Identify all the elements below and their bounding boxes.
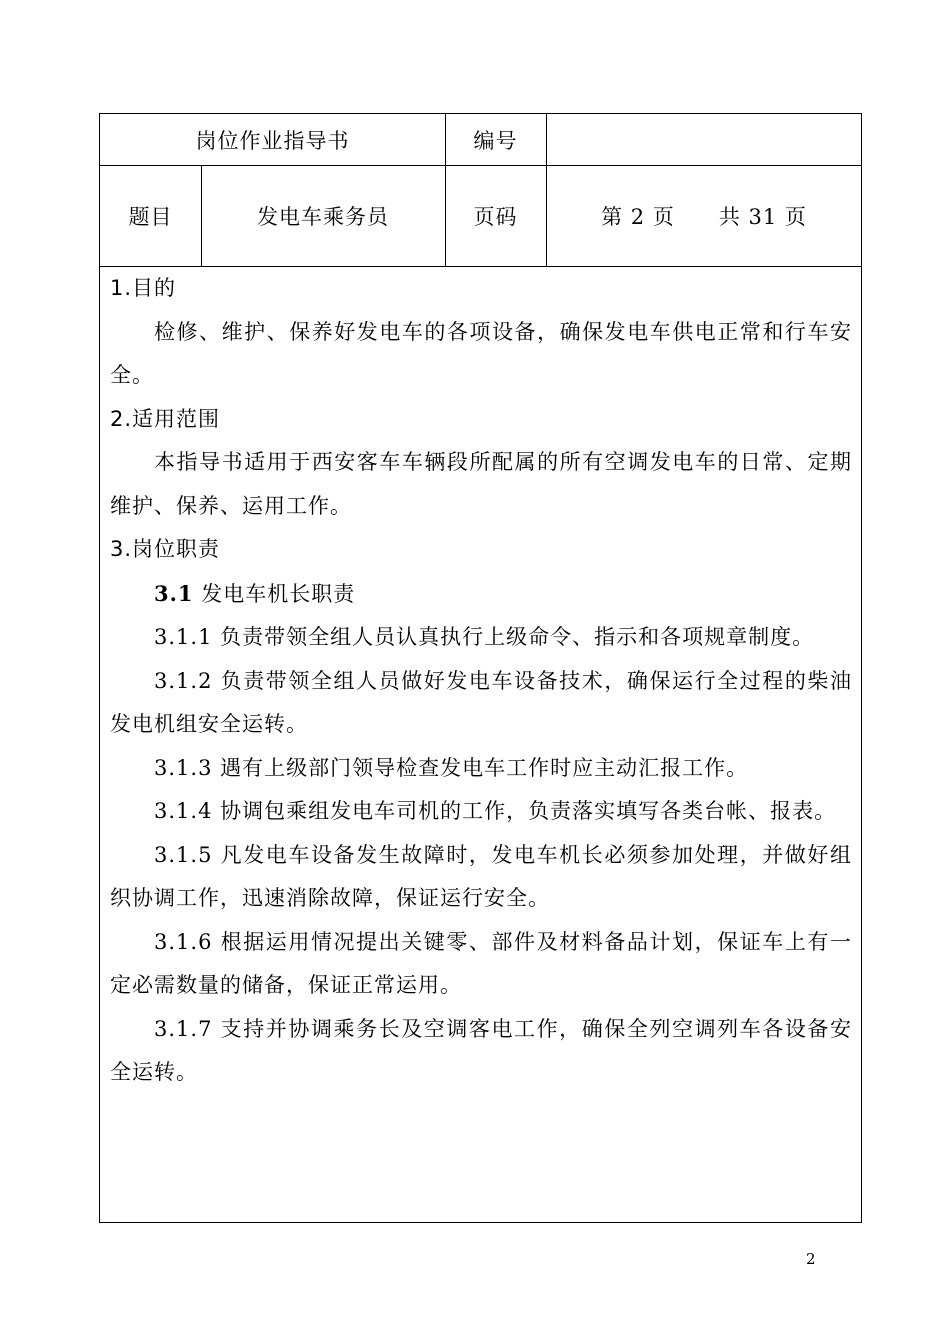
section-2-title: 2.适用范围 [110,406,221,431]
document-frame [99,113,862,1223]
page-value: 第 2 页 [601,204,675,229]
subsection-3-1-number: 3.1 [154,580,194,606]
topic-label: 题目 [128,204,173,229]
list-item: 3.1.3 遇有上级部门领导检查发电车工作时应主动汇报工作。 [154,755,749,780]
number-label: 编号 [473,128,518,153]
section-3-title: 3.岗位职责 [110,537,221,561]
list-item: 3.1.2 负责带领全组人员做好发电车设备技术，确保运行全过程的柴油发电机组安全运转。 [110,668,852,736]
subsection-3-1-heading [110,572,852,617]
section-1-text: 检修、维护、保养好发电车的各项设备，确保发电车供电正常和行车安全。 [110,319,852,387]
total-pages: 共 31 页 [718,204,807,229]
section-2-text: 本指导书适用于西安客车车辆段所配属的所有空调发电车的日常、定期维护、保养、运用工作。 [110,450,852,518]
section-1-title: 1.目的 [110,276,177,300]
list-item: 3.1.4 协调包乘组发电车司机的工作，负责落实填写各类台帐、报表。 [154,799,837,823]
page-label: 页码 [473,204,518,229]
list-item: 3.1.1 负责带领全组人员认真执行上级命令、指示和各项规章制度。 [154,625,815,649]
page-info [546,165,862,266]
topic-value: 发电车乘务员 [257,204,389,229]
document-body [110,267,852,1095]
list-item: 3.1.7 支持并协调乘务长及空调客电工作，确保全列空调列车各设备安全运转。 [110,1016,852,1084]
page-number: 2 [806,1250,816,1268]
list-item: 3.1.5 凡发电车设备发生故障时，发电车机长必须参加处理，并做好组织协调工作，迅速消除故障，保证运行安全。 [110,842,852,910]
subsection-3-1-title: 发电车机长职责 [193,581,356,606]
doc-title: 岗位作业指导书 [195,128,350,153]
list-item: 3.1.6 根据运用情况提出关键零、部件及材料备品计划，保证车上有一定必需数量的储备，保证正常运用。 [110,929,852,997]
number-value [546,114,862,165]
